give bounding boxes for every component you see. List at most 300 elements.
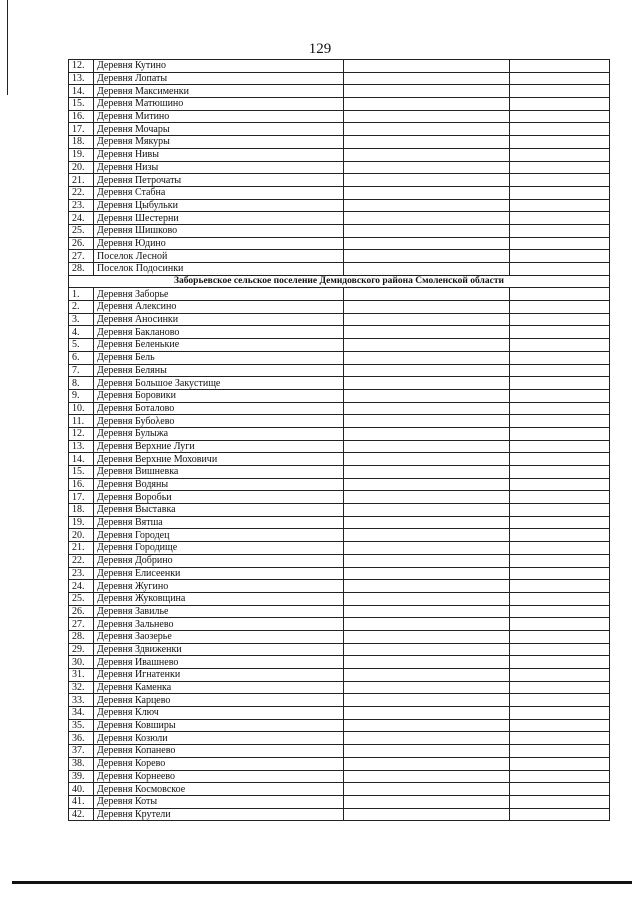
settlement-name: Деревня Каменка bbox=[93, 681, 343, 694]
table-row bbox=[69, 656, 610, 669]
settlement-name: Деревня Максименки bbox=[93, 85, 343, 98]
blank-cell-b bbox=[510, 504, 610, 517]
row-number: 9. bbox=[69, 389, 94, 402]
table-row bbox=[69, 72, 610, 85]
table-row bbox=[69, 186, 610, 199]
blank-cell-a bbox=[343, 783, 509, 796]
blank-cell-b bbox=[510, 339, 610, 352]
row-number: 12. bbox=[69, 60, 94, 73]
blank-cell-b bbox=[510, 643, 610, 656]
blank-cell-b bbox=[510, 554, 610, 567]
table-row bbox=[69, 491, 610, 504]
table-body-zaborye-settlement bbox=[69, 288, 610, 821]
settlement-name: Деревня Козюли bbox=[93, 732, 343, 745]
page-number: 129 bbox=[308, 41, 332, 57]
table-row bbox=[69, 326, 610, 339]
bottom-rule bbox=[12, 881, 632, 884]
blank-cell-a bbox=[343, 669, 509, 682]
settlement-name: Деревня Вишневка bbox=[93, 466, 343, 479]
blank-cell-b bbox=[510, 567, 610, 580]
blank-cell-a bbox=[343, 98, 509, 111]
settlement-name: Деревня Нивы bbox=[93, 148, 343, 161]
table-row bbox=[69, 567, 610, 580]
table-row bbox=[69, 377, 610, 390]
table-row bbox=[69, 402, 610, 415]
blank-cell-b bbox=[510, 212, 610, 225]
settlement-name: Деревня Матюшино bbox=[93, 98, 343, 111]
table-row bbox=[69, 440, 610, 453]
blank-cell-a bbox=[343, 681, 509, 694]
blank-cell-b bbox=[510, 60, 610, 73]
row-number: 23. bbox=[69, 199, 94, 212]
table-row bbox=[69, 415, 610, 428]
settlement-name: Поселок Подосинки bbox=[93, 263, 343, 276]
row-number: 42. bbox=[69, 808, 94, 821]
table-row bbox=[69, 427, 610, 440]
row-number: 20. bbox=[69, 529, 94, 542]
settlement-name: Деревня Мочары bbox=[93, 123, 343, 136]
settlement-name: Деревня Заборье bbox=[93, 288, 343, 301]
blank-cell-b bbox=[510, 326, 610, 339]
row-number: 8. bbox=[69, 377, 94, 390]
blank-cell-b bbox=[510, 224, 610, 237]
blank-cell-b bbox=[510, 491, 610, 504]
row-number: 6. bbox=[69, 351, 94, 364]
settlement-name: Деревня Булыжа bbox=[93, 427, 343, 440]
blank-cell-a bbox=[343, 136, 509, 149]
blank-cell-a bbox=[343, 643, 509, 656]
row-number: 2. bbox=[69, 301, 94, 314]
blank-cell-a bbox=[343, 707, 509, 720]
row-number: 37. bbox=[69, 745, 94, 758]
settlement-name: Деревня Верхние Моховичи bbox=[93, 453, 343, 466]
blank-cell-b bbox=[510, 427, 610, 440]
row-number: 12. bbox=[69, 427, 94, 440]
blank-cell-b bbox=[510, 237, 610, 250]
settlement-name: Деревня Алексино bbox=[93, 301, 343, 314]
blank-cell-b bbox=[510, 440, 610, 453]
blank-cell-a bbox=[343, 237, 509, 250]
settlement-name: Деревня Заозерье bbox=[93, 630, 343, 643]
blank-cell-a bbox=[343, 580, 509, 593]
blank-cell-a bbox=[343, 491, 509, 504]
settlement-name: Деревня Жуковщина bbox=[93, 592, 343, 605]
row-number: 28. bbox=[69, 630, 94, 643]
blank-cell-b bbox=[510, 808, 610, 821]
blank-cell-b bbox=[510, 136, 610, 149]
blank-cell-b bbox=[510, 415, 610, 428]
blank-cell-a bbox=[343, 123, 509, 136]
blank-cell-a bbox=[343, 656, 509, 669]
blank-cell-a bbox=[343, 415, 509, 428]
blank-cell-b bbox=[510, 263, 610, 276]
blank-cell-a bbox=[343, 770, 509, 783]
blank-cell-a bbox=[343, 313, 509, 326]
settlement-name: Деревня Ключ bbox=[93, 707, 343, 720]
table-row bbox=[69, 301, 610, 314]
settlement-name: Деревня Цыбульки bbox=[93, 199, 343, 212]
row-number: 19. bbox=[69, 516, 94, 529]
blank-cell-b bbox=[510, 542, 610, 555]
blank-cell-b bbox=[510, 707, 610, 720]
blank-cell-b bbox=[510, 516, 610, 529]
settlement-name: Деревня Петрочаты bbox=[93, 174, 343, 187]
blank-cell-a bbox=[343, 427, 509, 440]
blank-cell-b bbox=[510, 745, 610, 758]
blank-cell-a bbox=[343, 466, 509, 479]
table-row bbox=[69, 795, 610, 808]
blank-cell-b bbox=[510, 694, 610, 707]
blank-cell-a bbox=[343, 694, 509, 707]
settlements-table bbox=[68, 59, 610, 821]
blank-cell-b bbox=[510, 529, 610, 542]
table-row bbox=[69, 554, 610, 567]
table-row bbox=[69, 732, 610, 745]
blank-cell-b bbox=[510, 148, 610, 161]
settlement-name: Деревня Корево bbox=[93, 757, 343, 770]
table-row bbox=[69, 478, 610, 491]
blank-cell-a bbox=[343, 301, 509, 314]
row-number: 11. bbox=[69, 415, 94, 428]
table-row bbox=[69, 161, 610, 174]
row-number: 18. bbox=[69, 504, 94, 517]
settlement-name: Деревня Выставка bbox=[93, 504, 343, 517]
row-number: 29. bbox=[69, 643, 94, 656]
blank-cell-a bbox=[343, 605, 509, 618]
row-number: 27. bbox=[69, 618, 94, 631]
blank-cell-a bbox=[343, 795, 509, 808]
blank-cell-b bbox=[510, 592, 610, 605]
blank-cell-b bbox=[510, 351, 610, 364]
row-number: 22. bbox=[69, 186, 94, 199]
row-number: 13. bbox=[69, 440, 94, 453]
table-row bbox=[69, 250, 610, 263]
blank-cell-a bbox=[343, 745, 509, 758]
blank-cell-b bbox=[510, 466, 610, 479]
blank-cell-b bbox=[510, 719, 610, 732]
row-number: 36. bbox=[69, 732, 94, 745]
settlement-name: Деревня Городище bbox=[93, 542, 343, 555]
table-body-previous-settlement bbox=[69, 60, 610, 276]
settlement-name: Деревня Крутели bbox=[93, 808, 343, 821]
table-row bbox=[69, 85, 610, 98]
settlement-name: Деревня Копанево bbox=[93, 745, 343, 758]
blank-cell-b bbox=[510, 199, 610, 212]
settlement-name: Деревня Митино bbox=[93, 110, 343, 123]
row-number: 4. bbox=[69, 326, 94, 339]
blank-cell-b bbox=[510, 186, 610, 199]
blank-cell-a bbox=[343, 478, 509, 491]
row-number: 38. bbox=[69, 757, 94, 770]
table-row bbox=[69, 212, 610, 225]
settlement-name: Деревня Низы bbox=[93, 161, 343, 174]
row-number: 23. bbox=[69, 567, 94, 580]
settlement-name: Деревня Юдино bbox=[93, 237, 343, 250]
row-number: 18. bbox=[69, 136, 94, 149]
blank-cell-b bbox=[510, 795, 610, 808]
blank-cell-b bbox=[510, 656, 610, 669]
row-number: 15. bbox=[69, 466, 94, 479]
table-row bbox=[69, 98, 610, 111]
blank-cell-a bbox=[343, 732, 509, 745]
blank-cell-a bbox=[343, 618, 509, 631]
blank-cell-a bbox=[343, 567, 509, 580]
row-number: 31. bbox=[69, 669, 94, 682]
blank-cell-a bbox=[343, 504, 509, 517]
table-row bbox=[69, 110, 610, 123]
row-number: 33. bbox=[69, 694, 94, 707]
row-number: 19. bbox=[69, 148, 94, 161]
blank-cell-b bbox=[510, 174, 610, 187]
blank-cell-b bbox=[510, 453, 610, 466]
table-row bbox=[69, 516, 610, 529]
table-row bbox=[69, 694, 610, 707]
row-number: 26. bbox=[69, 605, 94, 618]
settlement-name: Деревня Добрино bbox=[93, 554, 343, 567]
table-row bbox=[69, 719, 610, 732]
blank-cell-b bbox=[510, 757, 610, 770]
table-row bbox=[69, 364, 610, 377]
settlement-name: Деревня Верхние Луги bbox=[93, 440, 343, 453]
settlement-name: Деревня Шестерни bbox=[93, 212, 343, 225]
table-row bbox=[69, 174, 610, 187]
settlement-name: Деревня Городец bbox=[93, 529, 343, 542]
blank-cell-a bbox=[343, 529, 509, 542]
settlement-name: Деревня Бель bbox=[93, 351, 343, 364]
row-number: 5. bbox=[69, 339, 94, 352]
blank-cell-a bbox=[343, 326, 509, 339]
blank-cell-b bbox=[510, 580, 610, 593]
table-row bbox=[69, 643, 610, 656]
row-number: 17. bbox=[69, 491, 94, 504]
blank-cell-b bbox=[510, 72, 610, 85]
settlement-name: Деревня Беленькие bbox=[93, 339, 343, 352]
blank-cell-a bbox=[343, 389, 509, 402]
row-number: 39. bbox=[69, 770, 94, 783]
blank-cell-b bbox=[510, 783, 610, 796]
row-number: 14. bbox=[69, 85, 94, 98]
settlement-name: Деревня Карцево bbox=[93, 694, 343, 707]
blank-cell-a bbox=[343, 351, 509, 364]
blank-cell-a bbox=[343, 719, 509, 732]
blank-cell-b bbox=[510, 478, 610, 491]
row-number: 22. bbox=[69, 554, 94, 567]
table-row bbox=[69, 123, 610, 136]
settlement-name: Деревня Беляны bbox=[93, 364, 343, 377]
settlement-name: Деревня Воробьи bbox=[93, 491, 343, 504]
blank-cell-a bbox=[343, 212, 509, 225]
blank-cell-b bbox=[510, 605, 610, 618]
settlement-name: Деревня Игнатенки bbox=[93, 669, 343, 682]
table-row bbox=[69, 592, 610, 605]
table-row bbox=[69, 770, 610, 783]
blank-cell-b bbox=[510, 161, 610, 174]
settlement-name: Деревня Большое Закустище bbox=[93, 377, 343, 390]
row-number: 15. bbox=[69, 98, 94, 111]
table-row bbox=[69, 389, 610, 402]
blank-cell-a bbox=[343, 630, 509, 643]
blank-cell-b bbox=[510, 110, 610, 123]
blank-cell-a bbox=[343, 554, 509, 567]
blank-cell-a bbox=[343, 85, 509, 98]
settlement-name: Деревня Ивашнево bbox=[93, 656, 343, 669]
row-number: 1. bbox=[69, 288, 94, 301]
settlement-name: Деревня Мякуры bbox=[93, 136, 343, 149]
settlement-name: Деревня Боталово bbox=[93, 402, 343, 415]
settlement-name: Деревня Корнеево bbox=[93, 770, 343, 783]
blank-cell-b bbox=[510, 618, 610, 631]
row-number: 21. bbox=[69, 174, 94, 187]
blank-cell-a bbox=[343, 161, 509, 174]
blank-cell-a bbox=[343, 453, 509, 466]
blank-cell-a bbox=[343, 542, 509, 555]
blank-cell-a bbox=[343, 440, 509, 453]
blank-cell-a bbox=[343, 402, 509, 415]
row-number: 21. bbox=[69, 542, 94, 555]
row-number: 7. bbox=[69, 364, 94, 377]
row-number: 34. bbox=[69, 707, 94, 720]
settlement-name: Деревня Бубολево bbox=[93, 415, 343, 428]
settlement-name: Деревня Бакланово bbox=[93, 326, 343, 339]
row-number: 26. bbox=[69, 237, 94, 250]
row-number: 28. bbox=[69, 263, 94, 276]
blank-cell-b bbox=[510, 389, 610, 402]
row-number: 41. bbox=[69, 795, 94, 808]
row-number: 40. bbox=[69, 783, 94, 796]
blank-cell-b bbox=[510, 250, 610, 263]
row-number: 35. bbox=[69, 719, 94, 732]
table-row bbox=[69, 237, 610, 250]
row-number: 27. bbox=[69, 250, 94, 263]
blank-cell-a bbox=[343, 148, 509, 161]
table-row bbox=[69, 224, 610, 237]
settlement-name: Деревня Ковширы bbox=[93, 719, 343, 732]
settlement-name: Деревня Шишково bbox=[93, 224, 343, 237]
blank-cell-b bbox=[510, 313, 610, 326]
blank-cell-a bbox=[343, 224, 509, 237]
blank-cell-a bbox=[343, 516, 509, 529]
blank-cell-a bbox=[343, 263, 509, 276]
settlement-name: Деревня Аносинки bbox=[93, 313, 343, 326]
row-number: 13. bbox=[69, 72, 94, 85]
table-row bbox=[69, 618, 610, 631]
blank-cell-a bbox=[343, 72, 509, 85]
table-row bbox=[69, 60, 610, 73]
table-row bbox=[69, 466, 610, 479]
blank-cell-a bbox=[343, 808, 509, 821]
row-number: 24. bbox=[69, 212, 94, 225]
settlement-name: Деревня Кутино bbox=[93, 60, 343, 73]
blank-cell-a bbox=[343, 364, 509, 377]
settlement-name: Деревня Здвиженки bbox=[93, 643, 343, 656]
row-number: 24. bbox=[69, 580, 94, 593]
settlement-name: Деревня Лопаты bbox=[93, 72, 343, 85]
row-number: 20. bbox=[69, 161, 94, 174]
table-row bbox=[69, 783, 610, 796]
row-number: 25. bbox=[69, 592, 94, 605]
table-row bbox=[69, 542, 610, 555]
blank-cell-b bbox=[510, 288, 610, 301]
blank-cell-a bbox=[343, 174, 509, 187]
row-number: 10. bbox=[69, 402, 94, 415]
section-heading-row bbox=[69, 275, 610, 288]
settlement-name: Деревня Коты bbox=[93, 795, 343, 808]
blank-cell-b bbox=[510, 681, 610, 694]
settlement-name: Деревня Стабна bbox=[93, 186, 343, 199]
settlement-name: Деревня Водяны bbox=[93, 478, 343, 491]
table-row bbox=[69, 681, 610, 694]
blank-cell-a bbox=[343, 339, 509, 352]
blank-cell-b bbox=[510, 98, 610, 111]
table-row bbox=[69, 148, 610, 161]
settlement-name: Деревня Вятша bbox=[93, 516, 343, 529]
table-row bbox=[69, 339, 610, 352]
table-row bbox=[69, 669, 610, 682]
blank-cell-a bbox=[343, 60, 509, 73]
settlement-name: Деревня Жугино bbox=[93, 580, 343, 593]
table-row bbox=[69, 136, 610, 149]
table-row bbox=[69, 808, 610, 821]
blank-cell-b bbox=[510, 402, 610, 415]
blank-cell-b bbox=[510, 364, 610, 377]
table-row bbox=[69, 453, 610, 466]
blank-cell-b bbox=[510, 377, 610, 390]
blank-cell-b bbox=[510, 123, 610, 136]
table-row bbox=[69, 199, 610, 212]
settlement-name: Поселок Лесной bbox=[93, 250, 343, 263]
blank-cell-b bbox=[510, 630, 610, 643]
table-row bbox=[69, 745, 610, 758]
blank-cell-a bbox=[343, 377, 509, 390]
blank-cell-a bbox=[343, 592, 509, 605]
blank-cell-a bbox=[343, 110, 509, 123]
table-row bbox=[69, 580, 610, 593]
row-number: 3. bbox=[69, 313, 94, 326]
blank-cell-a bbox=[343, 757, 509, 770]
table-row bbox=[69, 351, 610, 364]
blank-cell-b bbox=[510, 732, 610, 745]
settlement-name: Деревня Боровики bbox=[93, 389, 343, 402]
section-heading: Заборьевское сельское поселение Демидовского района Смоленской области bbox=[69, 275, 610, 288]
row-number: 32. bbox=[69, 681, 94, 694]
settlement-name: Деревня Космовское bbox=[93, 783, 343, 796]
row-number: 30. bbox=[69, 656, 94, 669]
blank-cell-b bbox=[510, 669, 610, 682]
blank-cell-b bbox=[510, 770, 610, 783]
table-row bbox=[69, 605, 610, 618]
table-row bbox=[69, 313, 610, 326]
blank-cell-b bbox=[510, 85, 610, 98]
blank-cell-b bbox=[510, 301, 610, 314]
table-row bbox=[69, 263, 610, 276]
table-row bbox=[69, 630, 610, 643]
table-row bbox=[69, 757, 610, 770]
blank-cell-a bbox=[343, 250, 509, 263]
table-section-heading bbox=[69, 275, 610, 288]
row-number: 14. bbox=[69, 453, 94, 466]
blank-cell-a bbox=[343, 186, 509, 199]
blank-cell-a bbox=[343, 199, 509, 212]
blank-cell-a bbox=[343, 288, 509, 301]
row-number: 25. bbox=[69, 224, 94, 237]
row-number: 17. bbox=[69, 123, 94, 136]
table-row bbox=[69, 707, 610, 720]
settlement-name: Деревня Елисеенки bbox=[93, 567, 343, 580]
table-row bbox=[69, 288, 610, 301]
table-row bbox=[69, 504, 610, 517]
row-number: 16. bbox=[69, 110, 94, 123]
settlement-name: Деревня Зальнево bbox=[93, 618, 343, 631]
